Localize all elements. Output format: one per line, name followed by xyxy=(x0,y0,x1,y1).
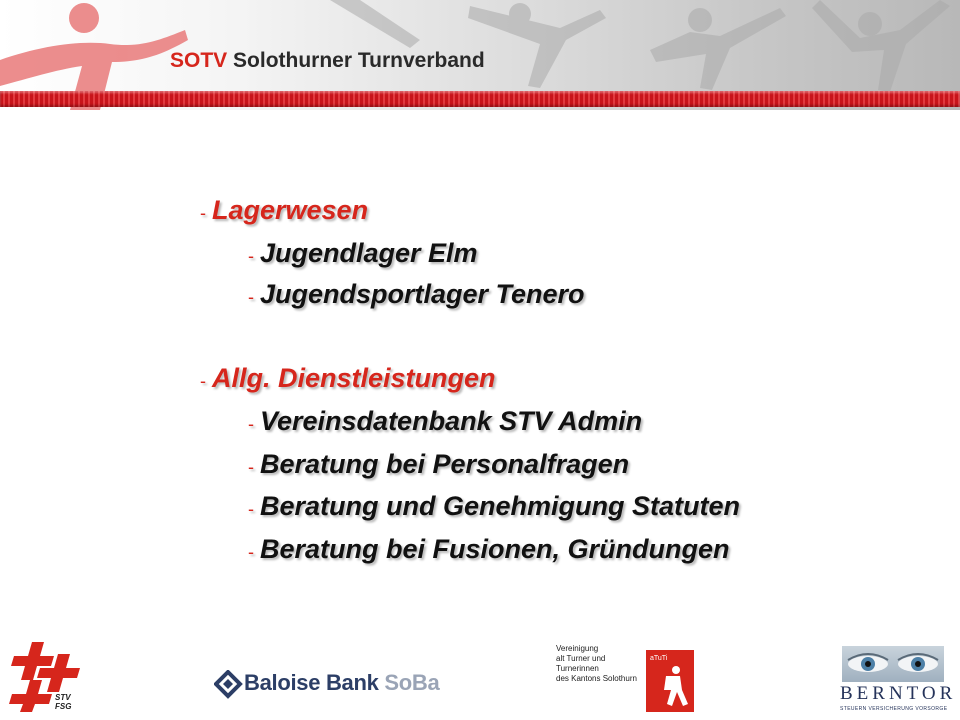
section-heading-text: Allg. Dienstleistungen xyxy=(212,363,496,393)
bullet-dash: - xyxy=(248,246,254,266)
bullet-dash: - xyxy=(248,287,254,307)
berntor-wordmark: BERNTOR xyxy=(840,683,957,704)
list-item-text: Jugendsportlager Tenero xyxy=(260,279,585,309)
berntor-logo xyxy=(840,646,957,716)
list-item xyxy=(248,444,629,484)
section-heading-text: Lagerwesen xyxy=(212,195,369,225)
bullet-dash: - xyxy=(248,499,254,519)
baloise-name: Baloise Bank xyxy=(244,670,379,695)
bullet-dash: - xyxy=(248,542,254,562)
list-item xyxy=(248,529,730,569)
organization-name: Solothurner Turnverband xyxy=(233,49,485,72)
bullet-dash: - xyxy=(248,414,254,434)
organization-abbreviation: SOTV xyxy=(170,49,228,72)
list-item-text: Beratung und Genehmigung Statuten xyxy=(260,491,740,521)
berntor-tagline: STEUERN VERSICHERUNG VORSORGE xyxy=(840,706,948,712)
stv-label: STV xyxy=(55,693,71,702)
list-item xyxy=(248,233,478,273)
section-heading xyxy=(200,190,368,230)
baloise-bank-soba-logo xyxy=(214,668,440,700)
eyes-image-icon xyxy=(842,646,944,682)
vereinigung-alt-turner-logo xyxy=(556,636,696,716)
bullet-dash: - xyxy=(200,203,206,223)
baloise-diamond-icon xyxy=(214,670,244,700)
baloise-wordmark xyxy=(244,670,439,696)
baloise-suffix: SoBa xyxy=(384,670,440,695)
list-item-text: Jugendlager Elm xyxy=(260,238,478,268)
bullet-dash: - xyxy=(248,457,254,477)
atuti-badge-label: aTuTi xyxy=(650,655,668,662)
vereinigung-text: Vereinigung alt Turner und Turnerinnen des Kantons Solothurn xyxy=(556,644,637,683)
list-item-text: Vereinsdatenbank STV Admin xyxy=(260,406,643,436)
bullet-dash: - xyxy=(200,371,206,391)
section-heading xyxy=(200,358,496,398)
list-item xyxy=(248,401,642,441)
list-item xyxy=(248,274,585,314)
fsg-label: FSG xyxy=(55,702,72,711)
list-item xyxy=(248,486,740,526)
stv-cross-icon xyxy=(8,640,84,712)
list-item-text: Beratung bei Personalfragen xyxy=(260,449,630,479)
atuti-badge-icon xyxy=(646,650,694,712)
stv-fsg-logo xyxy=(8,640,84,712)
list-item-text: Beratung bei Fusionen, Gründungen xyxy=(260,534,730,564)
